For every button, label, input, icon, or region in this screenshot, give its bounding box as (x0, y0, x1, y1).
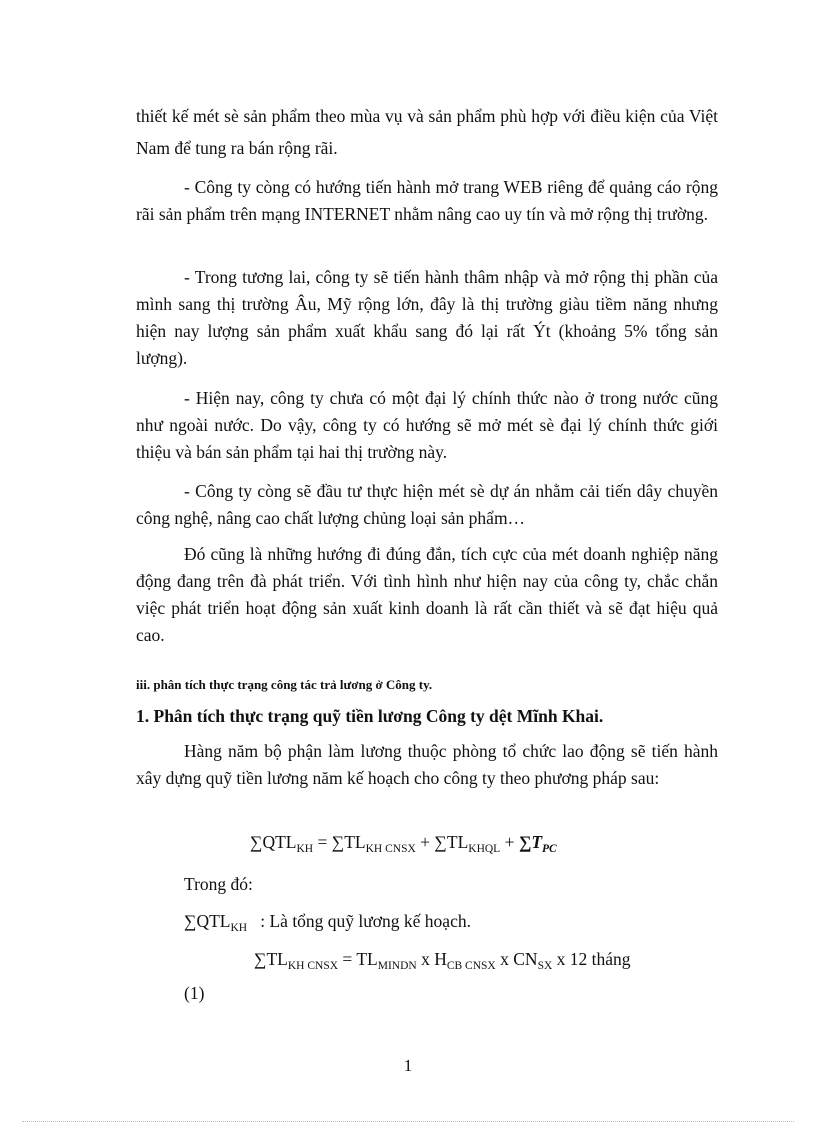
paragraph-intro-method: Hàng năm bộ phận làm lương thuộc phòng tổ chức lao động sẽ tiến hành xây dựng quỹ tiền lương năm kế hoạch cho công ty theo phương pháp sau: (136, 741, 718, 788)
paragraph-conclusion: Đó cũng là những hướng đi đúng đắn, tích cực của mét doanh nghiệp năng động đang trên đà phát triển. Với tình hình như hiện nay của công ty, chắc chắn việc phát triển hoạt động sản xuất kinh doanh là rất cần thiết và sẽ đạt hiệu quả cao. (136, 544, 718, 645)
definition-total-wage-fund: $\sum QTL_{KH}$ : Là tổng quỹ lương kế hoạch. (184, 911, 471, 934)
page-bottom-divider (22, 1121, 794, 1122)
paragraph-web-advertising: - Công ty còng có hướng tiến hành mở trang WEB riêng để quảng cáo rộng rãi sản phẩm trên mạng INTERNET nhằm nâng cao uy tín và mở rộng thị trường. (136, 177, 718, 224)
paragraph-agents: - Hiện nay, công ty chưa có một đại lý chính thức nào ở trong nước cũng như ngoài nước. Do vậy, công ty có hướng sẽ mở mét sè đại lý chính thức giới thiệu và bán sản phẩm tại hai thị trường này. (136, 388, 718, 462)
paragraph-investment: - Công ty còng sẽ đầu tư thực hiện mét sè dự án nhằm cải tiến dây chuyền công nghệ, nâng cao chất lượng chủng loại sản phẩm… (136, 481, 718, 528)
paragraph-continuation: thiết kế mét sè sản phẩm theo mùa vụ và sản phẩm phù hợp với điều kiện của Việt Nam để tung ra bán rộng rãi. (136, 106, 718, 158)
page-number: 1 (403, 1056, 413, 1075)
trong-do-label: Trong đó: (184, 874, 253, 894)
subsection-heading: 1. Phân tích thực trạng quỹ tiền lương Công ty dệt Mĩnh Khai. (136, 706, 604, 726)
equation-number: (1) (184, 983, 205, 1003)
paragraph-future-markets: - Trong tương lai, công ty sẽ tiến hành thâm nhập và mở rộng thị phần của mình sang thị trường Âu, Mỹ rộng lớn, đây là thị trường giàu tiềm năng nhưng hiện nay lượng sản phẩm xuất khẩu sang đó lại rất Ýt (khoảng 5% tổng sản lượng). (136, 267, 718, 368)
formula-total-wage-fund: $\sum QTL_{KH} = \sum TL_{KH CNSX} + \sum TL_{KHQL} + \sum T_{PC}$ (250, 832, 557, 855)
formula-production-workers-wage: $\sum TL_{KH CNSX} = TL_{MINDN}$ x $H_{CB CNSX}$ x $CN_{SX}$ x 12 tháng (254, 949, 631, 972)
section-heading: iii. phân tích thực trạng công tác trả lương ở Công ty. (136, 677, 433, 692)
